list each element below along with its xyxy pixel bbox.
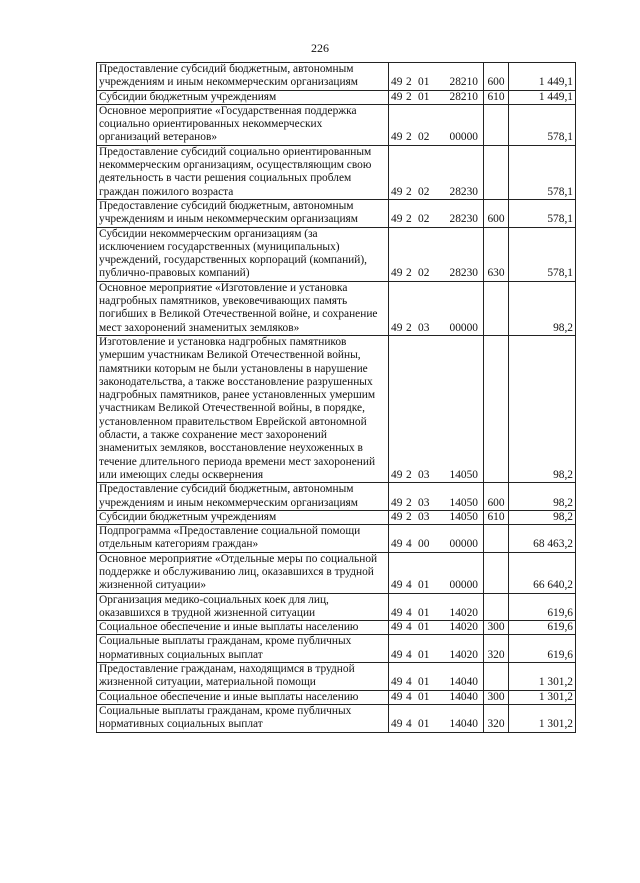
code-part: 14040 bbox=[449, 690, 478, 703]
code-part: 02 bbox=[418, 185, 430, 198]
table-row bbox=[97, 104, 576, 145]
code-part: 03 bbox=[418, 468, 430, 481]
code-part: 2 bbox=[406, 185, 412, 198]
code-part: 49 bbox=[391, 267, 403, 280]
row-expense-type: 320 bbox=[484, 704, 509, 732]
row-name: Организация медико-социальных коек для лиц, оказавшихся в трудной жизненной ситуации bbox=[97, 593, 389, 621]
table-row bbox=[97, 335, 576, 482]
code-part: 01 bbox=[418, 648, 430, 661]
row-expense-type: 610 bbox=[484, 510, 509, 524]
code-part: 49 bbox=[391, 468, 403, 481]
row-name: Подпрограмма «Предоставление социальной помощи отдельным категориям граждан» bbox=[97, 525, 389, 553]
code-part: 2 bbox=[406, 213, 412, 226]
code-part: 4 bbox=[406, 718, 412, 731]
table-row bbox=[97, 525, 576, 553]
code-part: 14050 bbox=[449, 468, 478, 481]
row-name: Предоставление субсидий бюджетным, автономным учреждениям и иным некоммерческим организациям bbox=[97, 483, 389, 511]
code-part: 49 bbox=[391, 321, 403, 334]
code-part: 00 bbox=[418, 538, 430, 551]
table-row bbox=[97, 63, 576, 91]
row-target-code bbox=[389, 552, 484, 593]
row-amount: 1 449,1 bbox=[509, 63, 576, 91]
code-part: 49 bbox=[391, 213, 403, 226]
row-target-code bbox=[389, 199, 484, 227]
table-row bbox=[97, 227, 576, 281]
row-name: Предоставление субсидий бюджетным, автономным учреждениям и иным некоммерческим организациям bbox=[97, 63, 389, 91]
code-part: 49 bbox=[391, 648, 403, 661]
table-row bbox=[97, 145, 576, 199]
code-part: 49 bbox=[391, 621, 403, 634]
row-name: Субсидии бюджетным учреждениям bbox=[97, 90, 389, 104]
row-expense-type: 320 bbox=[484, 635, 509, 663]
code-part: 01 bbox=[418, 76, 430, 89]
row-expense-type: 600 bbox=[484, 63, 509, 91]
code-part: 14020 bbox=[449, 648, 478, 661]
code-part: 4 bbox=[406, 648, 412, 661]
table-row bbox=[97, 690, 576, 704]
row-target-code bbox=[389, 335, 484, 482]
code-part: 2 bbox=[406, 510, 412, 523]
code-part: 49 bbox=[391, 76, 403, 89]
row-target-code bbox=[389, 145, 484, 199]
row-name: Субсидии некоммерческим организациям (за исключением государственных (муниципальных) учреждений, государственных корпораций (компаний), публично-правовых компаний) bbox=[97, 227, 389, 281]
row-amount: 578,1 bbox=[509, 227, 576, 281]
row-amount: 578,1 bbox=[509, 199, 576, 227]
code-part: 4 bbox=[406, 579, 412, 592]
row-amount: 98,2 bbox=[509, 483, 576, 511]
row-amount: 1 449,1 bbox=[509, 90, 576, 104]
row-target-code bbox=[389, 510, 484, 524]
row-expense-type: 300 bbox=[484, 621, 509, 635]
code-part: 14050 bbox=[449, 510, 478, 523]
code-part: 01 bbox=[418, 579, 430, 592]
code-part: 49 bbox=[391, 690, 403, 703]
code-part: 14020 bbox=[449, 621, 478, 634]
row-expense-type bbox=[484, 145, 509, 199]
code-part: 4 bbox=[406, 538, 412, 551]
row-target-code bbox=[389, 663, 484, 691]
row-expense-type: 600 bbox=[484, 483, 509, 511]
code-part: 49 bbox=[391, 90, 403, 103]
code-part: 28210 bbox=[449, 90, 478, 103]
row-expense-type: 300 bbox=[484, 690, 509, 704]
code-part: 28230 bbox=[449, 267, 478, 280]
code-part: 28230 bbox=[449, 213, 478, 226]
code-part: 02 bbox=[418, 131, 430, 144]
row-target-code bbox=[389, 525, 484, 553]
row-target-code bbox=[389, 621, 484, 635]
code-part: 49 bbox=[391, 676, 403, 689]
table-row bbox=[97, 199, 576, 227]
row-target-code bbox=[389, 704, 484, 732]
row-amount: 578,1 bbox=[509, 145, 576, 199]
code-part: 2 bbox=[406, 321, 412, 334]
row-target-code bbox=[389, 635, 484, 663]
row-expense-type: 600 bbox=[484, 199, 509, 227]
code-part: 01 bbox=[418, 718, 430, 731]
row-expense-type: 610 bbox=[484, 90, 509, 104]
table-row bbox=[97, 704, 576, 732]
row-target-code bbox=[389, 483, 484, 511]
row-amount: 98,2 bbox=[509, 510, 576, 524]
row-amount: 98,2 bbox=[509, 335, 576, 482]
row-expense-type bbox=[484, 552, 509, 593]
code-part: 00000 bbox=[449, 321, 478, 334]
code-part: 14020 bbox=[449, 606, 478, 619]
row-amount: 1 301,2 bbox=[509, 704, 576, 732]
table-row bbox=[97, 663, 576, 691]
row-name: Основное мероприятие «Отдельные меры по социальной поддержке и обслуживанию лиц, оказавшихся в трудной жизненной ситуации» bbox=[97, 552, 389, 593]
code-part: 49 bbox=[391, 510, 403, 523]
row-expense-type bbox=[484, 525, 509, 553]
row-target-code bbox=[389, 63, 484, 91]
row-name: Изготовление и установка надгробных памятников умершим участникам Великой Отечественной войны, памятники которым не были установлены в нарушение законодательства, а также восстановление разрушенных надгробных памятников, ранее установленных умершим участникам Великой Отечественной войны, в порядке, установленном правительством Еврейской автономной области, а также сохранение мест захоронений знаменитых земляков, восстановление неухоженных в течение длительного периода времени мест захоронений или имеющих следы осквернения bbox=[97, 335, 389, 482]
row-amount: 578,1 bbox=[509, 104, 576, 145]
row-expense-type bbox=[484, 104, 509, 145]
table-row bbox=[97, 281, 576, 335]
code-part: 2 bbox=[406, 131, 412, 144]
code-part: 03 bbox=[418, 496, 430, 509]
code-part: 00000 bbox=[449, 538, 478, 551]
code-part: 01 bbox=[418, 90, 430, 103]
row-name: Социальные выплаты гражданам, кроме публичных нормативных социальных выплат bbox=[97, 704, 389, 732]
code-part: 03 bbox=[418, 510, 430, 523]
row-expense-type bbox=[484, 593, 509, 621]
code-part: 01 bbox=[418, 621, 430, 634]
code-part: 2 bbox=[406, 468, 412, 481]
code-part: 14040 bbox=[449, 676, 478, 689]
row-target-code bbox=[389, 593, 484, 621]
table-body bbox=[97, 63, 576, 733]
budget-table bbox=[96, 62, 576, 733]
code-part: 03 bbox=[418, 321, 430, 334]
row-expense-type bbox=[484, 335, 509, 482]
row-name: Предоставление субсидий бюджетным, автономным учреждениям и иным некоммерческим организациям bbox=[97, 199, 389, 227]
page-number: 226 bbox=[311, 41, 329, 55]
code-part: 49 bbox=[391, 579, 403, 592]
code-part: 49 bbox=[391, 131, 403, 144]
row-name: Предоставление субсидий социально ориентированным некоммерческим организациям, осуществляющим свою деятельность в части решения социальных проблем граждан пожилого возраста bbox=[97, 145, 389, 199]
code-part: 49 bbox=[391, 606, 403, 619]
row-amount: 66 640,2 bbox=[509, 552, 576, 593]
table-row bbox=[97, 635, 576, 663]
code-part: 14050 bbox=[449, 496, 478, 509]
code-part: 00000 bbox=[449, 131, 478, 144]
row-amount: 98,2 bbox=[509, 281, 576, 335]
code-part: 2 bbox=[406, 496, 412, 509]
code-part: 28230 bbox=[449, 185, 478, 198]
row-expense-type bbox=[484, 663, 509, 691]
row-amount: 1 301,2 bbox=[509, 663, 576, 691]
row-amount: 619,6 bbox=[509, 635, 576, 663]
table-row bbox=[97, 483, 576, 511]
code-part: 14040 bbox=[449, 718, 478, 731]
code-part: 01 bbox=[418, 690, 430, 703]
row-target-code bbox=[389, 104, 484, 145]
code-part: 49 bbox=[391, 718, 403, 731]
row-name: Предоставление гражданам, находящимся в трудной жизненной ситуации, материальной помощи bbox=[97, 663, 389, 691]
code-part: 4 bbox=[406, 606, 412, 619]
code-part: 00000 bbox=[449, 579, 478, 592]
code-part: 2 bbox=[406, 76, 412, 89]
row-name: Основное мероприятие «Изготовление и установка надгробных памятников, увековечивающих память погибших в Великой Отечественной войне, и сохранение мест захоронений знаменитых земляков» bbox=[97, 281, 389, 335]
row-name: Социальное обеспечение и иные выплаты населению bbox=[97, 621, 389, 635]
table-row bbox=[97, 621, 576, 635]
code-part: 01 bbox=[418, 606, 430, 619]
row-amount: 619,6 bbox=[509, 593, 576, 621]
row-target-code bbox=[389, 690, 484, 704]
table-row bbox=[97, 593, 576, 621]
table-row bbox=[97, 90, 576, 104]
row-amount: 68 463,2 bbox=[509, 525, 576, 553]
code-part: 4 bbox=[406, 690, 412, 703]
table-row bbox=[97, 552, 576, 593]
row-expense-type bbox=[484, 281, 509, 335]
code-part: 02 bbox=[418, 267, 430, 280]
code-part: 49 bbox=[391, 496, 403, 509]
code-part: 49 bbox=[391, 538, 403, 551]
row-name: Социальное обеспечение и иные выплаты населению bbox=[97, 690, 389, 704]
row-name: Социальные выплаты гражданам, кроме публичных нормативных социальных выплат bbox=[97, 635, 389, 663]
code-part: 2 bbox=[406, 90, 412, 103]
code-part: 02 bbox=[418, 213, 430, 226]
code-part: 28210 bbox=[449, 76, 478, 89]
code-part: 01 bbox=[418, 676, 430, 689]
row-name: Основное мероприятие «Государственная поддержка социально ориентированных некоммерческих организаций ветеранов» bbox=[97, 104, 389, 145]
row-target-code bbox=[389, 90, 484, 104]
code-part: 4 bbox=[406, 676, 412, 689]
row-amount: 619,6 bbox=[509, 621, 576, 635]
row-amount: 1 301,2 bbox=[509, 690, 576, 704]
row-name: Субсидии бюджетным учреждениям bbox=[97, 510, 389, 524]
row-target-code bbox=[389, 227, 484, 281]
code-part: 2 bbox=[406, 267, 412, 280]
row-target-code bbox=[389, 281, 484, 335]
code-part: 49 bbox=[391, 185, 403, 198]
row-expense-type: 630 bbox=[484, 227, 509, 281]
table-row bbox=[97, 510, 576, 524]
code-part: 4 bbox=[406, 621, 412, 634]
